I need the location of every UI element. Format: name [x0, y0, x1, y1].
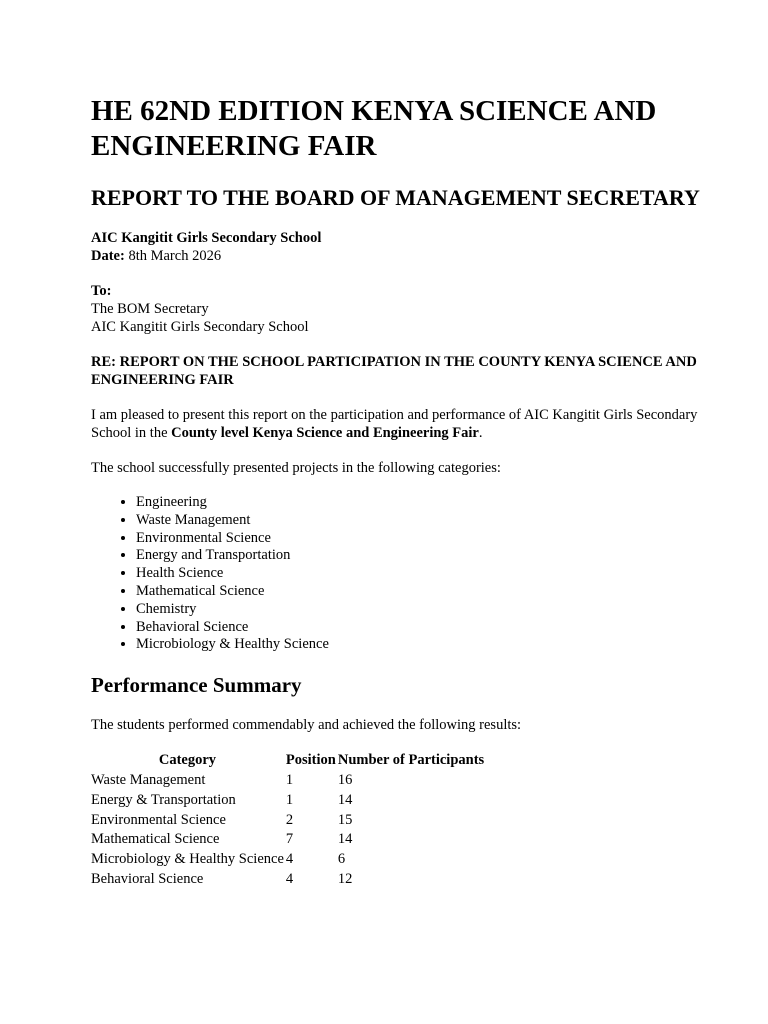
list-item: • Engineering	[136, 494, 708, 512]
cell-position: 1	[285, 771, 294, 788]
list-item: • Chemistry	[136, 601, 708, 619]
document-title: HE 62ND EDITION KENYA SCIENCE AND ENGINEERING FAIR	[91, 95, 657, 162]
re-line: RE: REPORT ON THE SCHOOL PARTICIPATION IN THE COUNTY KENYA SCIENCE AND ENGINEERING FAIR	[91, 354, 697, 388]
cell-position: 4	[285, 870, 294, 887]
intro-paragraph	[91, 406, 708, 442]
cell-participants: 16	[337, 771, 353, 788]
list-item: • Waste Management	[136, 512, 708, 530]
header-position: Position	[285, 752, 336, 769]
list-item: • Mathematical Science	[136, 583, 708, 601]
cell-category: Environmental Science	[91, 811, 226, 828]
cell-participants: 15	[337, 811, 353, 828]
cell-category: Energy & Transportation	[91, 791, 236, 808]
intro-text-before: I am pleased to present this report on the participation and performance of AIC Kangitit Girls Secondary School in the	[91, 407, 698, 441]
recipient-line-2: AIC Kangitit Girls Secondary School	[91, 319, 309, 335]
cell-position: 7	[285, 831, 294, 848]
report-subtitle: REPORT TO THE BOARD OF MANAGEMENT SECRETARY	[91, 185, 700, 210]
cell-position: 2	[285, 811, 294, 828]
cell-category: Mathematical Science	[91, 831, 220, 848]
header-category: Category	[158, 752, 217, 769]
table-row	[91, 771, 486, 791]
performance-intro: The students performed commendably and achieved the following results:	[91, 717, 522, 734]
list-item: • Behavioral Science	[136, 619, 708, 637]
cell-category: Behavioral Science	[91, 870, 204, 887]
cell-position: 4	[285, 851, 294, 868]
cell-participants: 14	[337, 791, 353, 808]
list-item: • Energy and Transportation	[136, 547, 708, 565]
list-item: • Environmental Science	[136, 530, 708, 548]
categories-intro: The school successfully presented projects in the following categories:	[91, 460, 501, 476]
cell-category: Microbiology & Healthy Science	[91, 851, 284, 868]
cell-position: 1	[285, 791, 294, 808]
to-label: To:	[91, 283, 112, 299]
table-row	[91, 850, 486, 870]
header-participants: Number of Participants	[337, 752, 485, 769]
school-name: AIC Kangitit Girls Secondary School	[91, 230, 322, 246]
recipient-line-1: The BOM Secretary	[91, 301, 209, 317]
performance-heading: Performance Summary	[91, 673, 302, 698]
categories-list	[91, 494, 708, 654]
list-item: • Microbiology & Healthy Science	[136, 636, 708, 654]
school-date-block	[91, 229, 708, 265]
cell-participants: 6	[337, 851, 346, 868]
cell-participants: 12	[337, 870, 353, 887]
table-row	[91, 811, 486, 831]
date-label: Date:	[91, 248, 125, 264]
intro-text-after: .	[478, 425, 483, 441]
table-header-row	[91, 751, 486, 771]
list-item: • Health Science	[136, 565, 708, 583]
table-row	[91, 830, 486, 850]
cell-participants: 14	[337, 831, 353, 848]
table-row	[91, 791, 486, 811]
table-row	[91, 870, 486, 890]
cell-category: Waste Management	[91, 771, 206, 788]
intro-text-bold: County level Kenya Science and Engineering Fair	[171, 425, 479, 441]
recipient-block	[91, 282, 708, 336]
results-table	[91, 751, 486, 890]
date-value: 8th March 2026	[124, 248, 222, 264]
